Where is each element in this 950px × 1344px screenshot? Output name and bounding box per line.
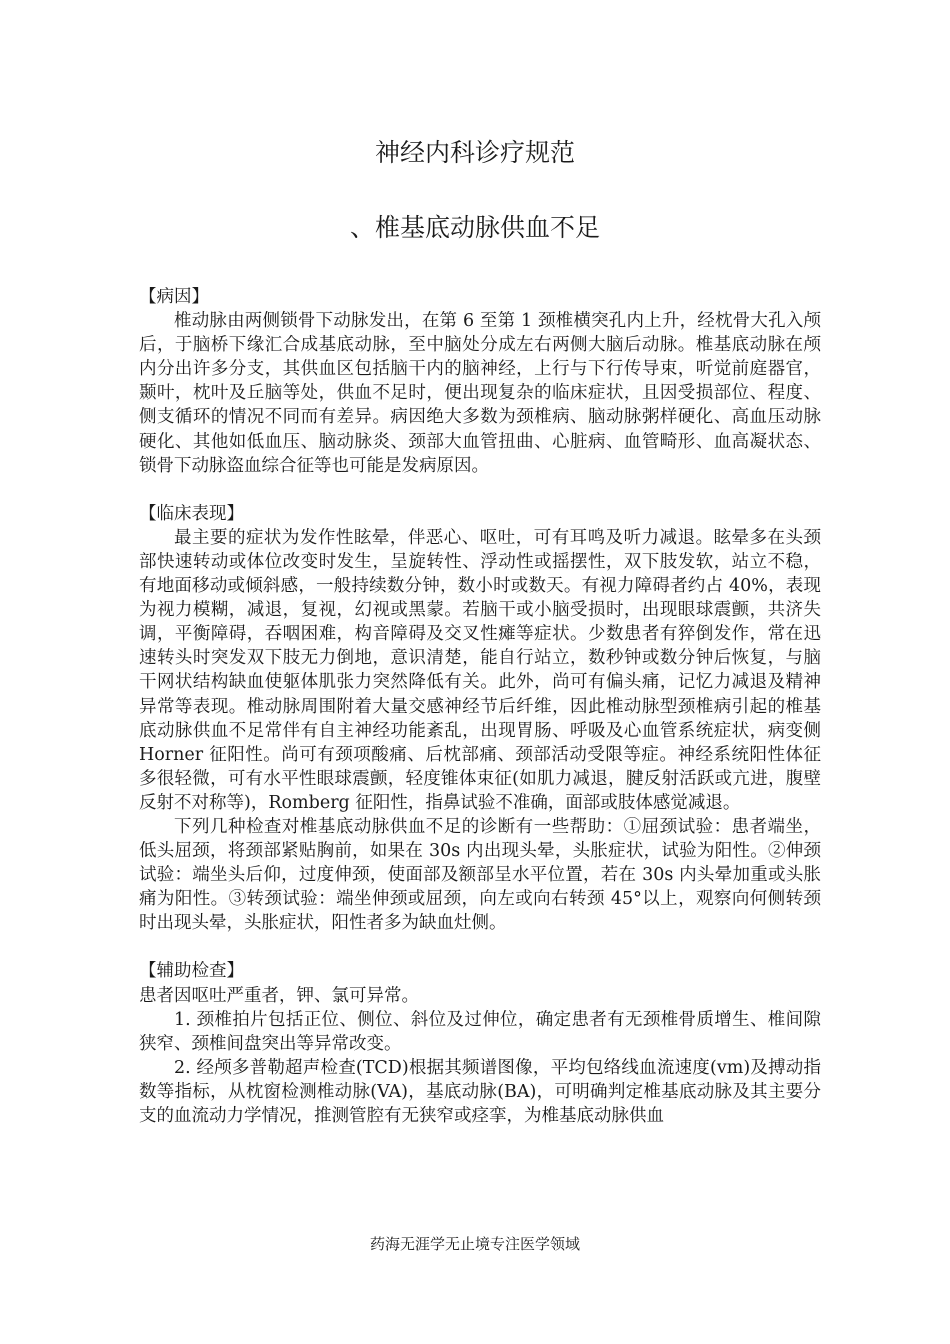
clinical-paragraph-1: 最主要的症状为发作性眩晕，伴恶心、呕吐，可有耳鸣及听力减退。眩晕多在头颈部快速转动或体位改变时发生，呈旋转性、浮动性或摇摆性，双下肢发软，站立不稳，有地面移动或倾斜感，一般持续数分钟，数小时或数天。有视力障碍者约占 40%，表现为视力模糊，减退，复视，幻视或黑蒙。若脑干或小脑受损时，出现眼球震颤，共济失调，平衡障碍，吞咽困难，构音障碍及交叉性瘫等症状。少数患者有猝倒发作，常在迅速转头时突发双下肢无力倒地，意识清楚，能自行站立，数秒钟或数分钟后恢复，与脑干网状结构缺血使躯体肌张力突然降低有关。此外，尚可有偏头痛，记忆力减退及精神异常等表现。椎动脉周围附着大量交感神经节后纤维，因此椎动脉型颈椎病引起的椎基底动脉供血不足常伴有自主神经功能紊乱，出现胃肠、呼吸及心血管系统症状，病变侧 Horner 征阳性。尚可有颈项酸痛、后枕部痛、颈部活动受限等症。神经系统阳性体征多很轻微，可有水平性眼球震颤，轻度锥体束征(如肌力减退，腱反射活跃或亢进，腹壁反射不对称等)，Romberg 征阳性，指鼻试验不准确，面部或肢体感觉减退。 [139,527,821,813]
document-body [139,285,821,1128]
clinical-paragraph-2: 下列几种检查对椎基底动脉供血不足的诊断有一些帮助：①屈颈试验：患者端坐，低头屈颈，将颈部紧贴胸前，如果在 30s 内出现头晕，头胀症状，试验为阳性。②伸颈试验：端坐头后仰，过度伸颈，使面部及额部呈水平位置，若在 30s 内头晕加重或头胀痛为阳性。③转颈试验：端坐伸颈或屈颈，向左或向右转颈 45°以上，观察向何侧转颈时出现头晕，头胀症状，阳性者多为缺血灶侧。 [139,816,821,934]
auxiliary-paragraph-2: 2. 经颅多普勒超声检查(TCD)根据其频谱图像，平均包络线血流速度(vm)及搏动指数等指标，从枕窗检测椎动脉(VA)，基底动脉(BA)，可明确判定椎基底动脉及其主要分支的血流动力学情况，推测管腔有无狭窄或痉挛，为椎基底动脉供血 [139,1057,821,1126]
page-footer: 药海无涯学无止境专注医学领域 [369,1235,580,1253]
paragraph-spacer [139,935,821,959]
etiology-paragraph: 椎动脉由两侧锁骨下动脉发出，在第 6 至第 1 颈椎横突孔内上升，经枕骨大孔入颅后，于脑桥下缘汇合成基底动脉，至中脑处分成左右两侧大脑后动脉。椎基底动脉在颅内分出许多分支，其供血区包括脑干内的脑神经，上行与下行传导束，听觉前庭器官，颞叶，枕叶及丘脑等处，供血不足时，便出现复杂的临床症状，且因受损部位、程度、侧支循环的情况不同而有差异。病因绝大多数为颈椎病、脑动脉粥样硬化、高血压动脉硬化、其他如低血压、脑动脉炎、颈部大血管扭曲、心脏病、血管畸形、血高凝状态、锁骨下动脉盗血综合征等也可能是发病原因。 [139,311,821,476]
auxiliary-paragraph-0: 患者因呕吐严重者，钾、氯可异常。 [139,985,419,1006]
paragraph-spacer [139,478,821,502]
auxiliary-paragraph-1: 1. 颈椎拍片包括正位、侧位、斜位及过伸位，确定患者有无颈椎骨质增生、椎间隙狭窄、颈椎间盘突出等异常改变。 [139,1009,821,1054]
auxiliary-heading: 【辅助检查】 [139,961,244,982]
clinical-heading: 【临床表现】 [139,503,244,524]
document-title: 神经内科诊疗规范 [374,138,575,167]
etiology-heading: 【病因】 [139,287,209,307]
section-title: 、椎基底动脉供血不足 [349,213,600,242]
